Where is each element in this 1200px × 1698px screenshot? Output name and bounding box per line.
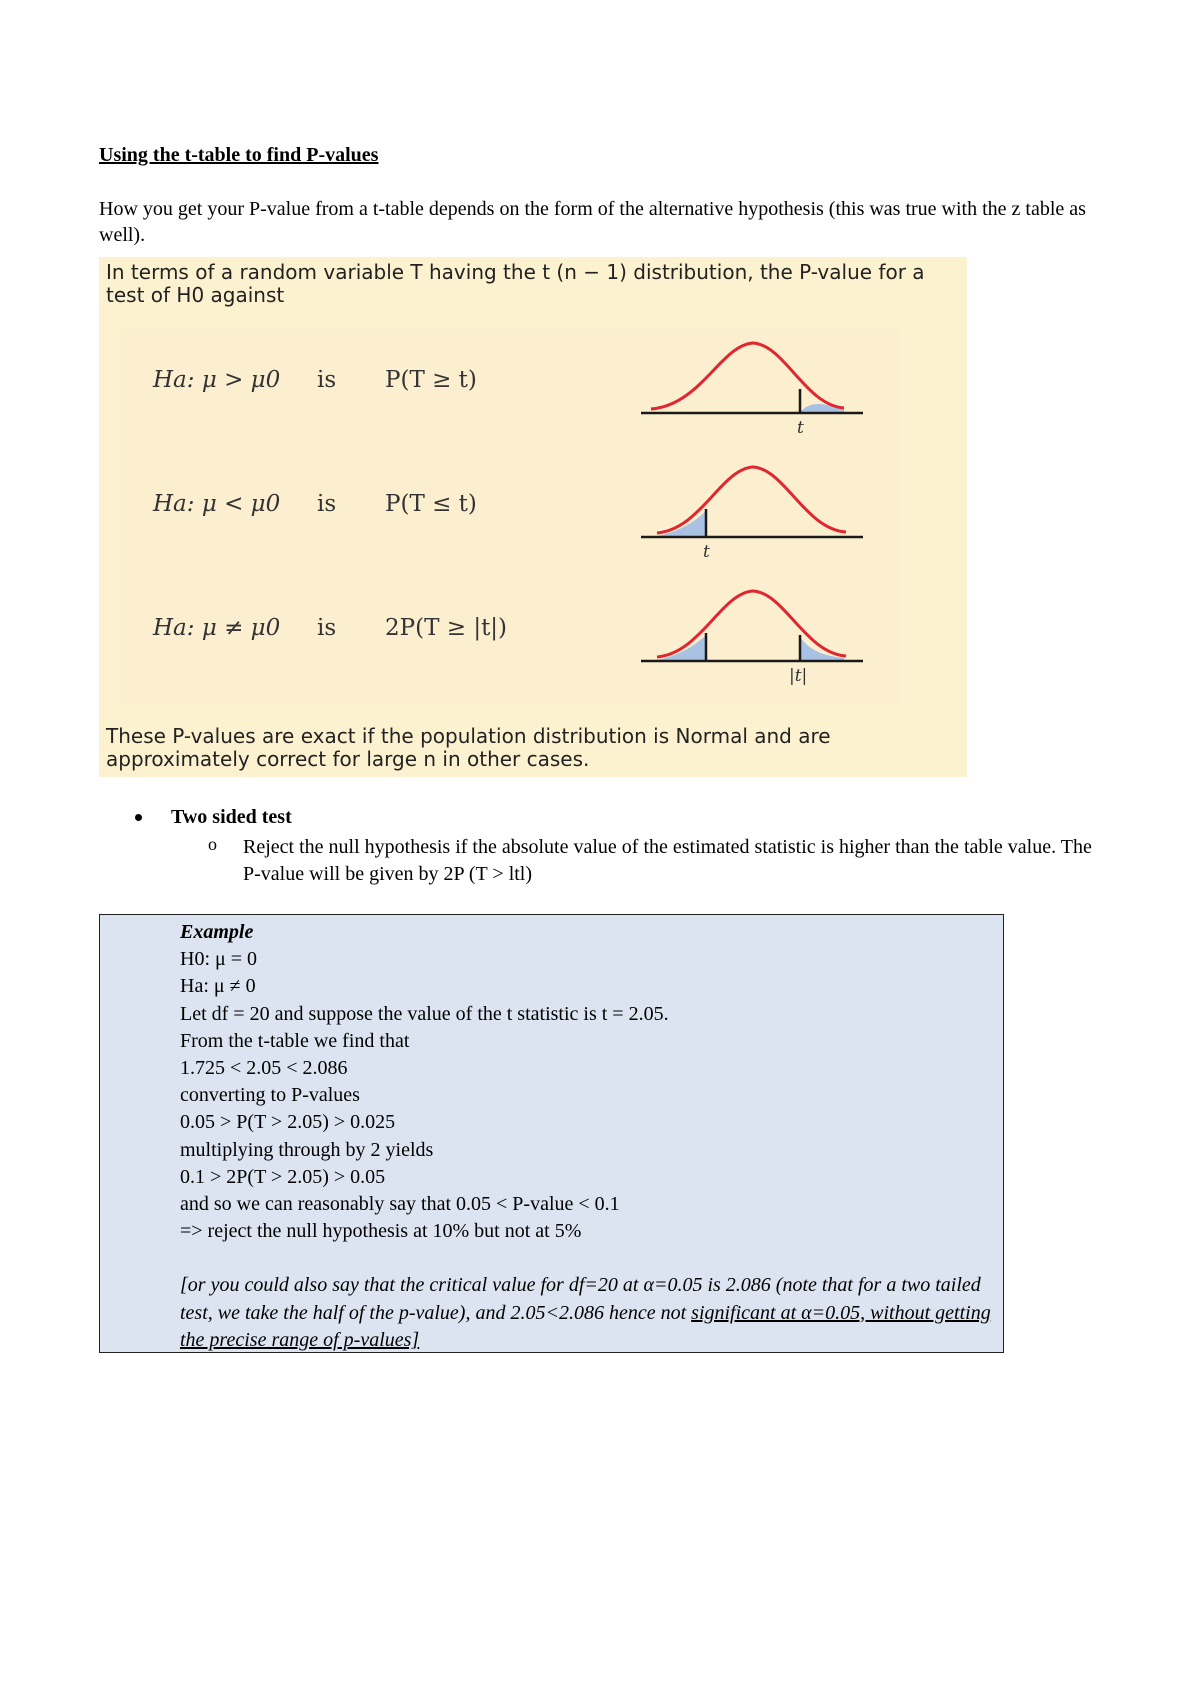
example-line: Let df = 20 and suppose the value of the t statistic is t = 2.05. [180,1002,669,1025]
p-value-expression: P(T ≥ t) [385,367,477,393]
two-tail-curve [641,577,871,687]
section-heading: Using the t-table to find P-values [99,144,379,166]
figure-top-text: In terms of a random variable T having the t (n − 1) distribution, the P-value for a test of H0 against [106,260,925,307]
left-tail-curve-svg [641,453,871,563]
sub-bullet-text: Reject the null hypothesis if the absolute value of the estimated statistic is higher than the table value. The P-value will be given by 2P (T > ltl) [243,836,1092,885]
example-line: 1.725 < 2.05 < 2.086 [180,1057,348,1080]
example-line: and so we can reasonably say that 0.05 < P-value < 0.1 [180,1193,620,1216]
p-value-figure [99,257,967,777]
bullet-icon [135,814,142,821]
example-line: 0.1 > 2P(T > 2.05) > 0.05 [180,1165,386,1188]
example-line: => reject the null hypothesis at 10% but not at 5% [180,1220,582,1243]
example-line: multiplying through by 2 yields [180,1138,434,1161]
figure-bottom-text: These P-values are exact if the population distribution is Normal and are approximately correct for large n in other cases. [106,724,831,771]
is-text: is [317,491,337,517]
hypothesis-row-less [153,491,513,531]
normal-curve [657,467,846,533]
cutoff-label: |t| [789,666,808,686]
right-tail-curve-svg [641,329,871,439]
example-heading: Example [180,921,254,943]
example-line: H0: μ = 0 [180,948,258,971]
example-note-main: [or you could also say that the critical value for df=20 at α=0.05 is 2.086 (note that for a two tailed test, we take the half of the p-value), and 2.05<2.086 hence not [180,1274,981,1324]
p-value-expression: 2P(T ≥ |t|) [385,615,508,641]
bullet-title: Two sided test [171,806,292,828]
hypothesis-text: Ha: μ ≠ μ0 [153,615,281,641]
normal-curve [651,343,844,409]
normal-curve [657,591,846,657]
hypothesis-text: Ha: μ < μ0 [153,491,281,517]
example-line: converting to P-values [180,1084,360,1107]
example-line: 0.05 > P(T > 2.05) > 0.025 [180,1111,396,1134]
figure-inner-panel [121,329,899,703]
is-text: is [317,615,337,641]
cutoff-label: t [703,542,710,562]
example-box [99,914,1004,1353]
right-tail-curve [641,329,871,439]
example-line: Ha: μ ≠ 0 [180,975,256,998]
two-tail-curve-svg [641,577,871,687]
is-text: is [317,367,337,393]
sub-bullet-marker: o [208,834,217,854]
hypothesis-row-not-equal [153,615,513,655]
intro-paragraph: How you get your P-value from a t-table depends on the form of the alternative hypothesis (this was true with the z table as well). [99,198,1086,246]
example-line: From the t-table we find that [180,1029,410,1052]
cutoff-label: t [797,418,804,438]
example-content [180,919,1000,1354]
example-note [180,1272,1000,1354]
p-value-expression: P(T ≤ t) [385,491,477,517]
example-note-underlined: significant at α=0.05, without getting the precise range of p-values] [180,1301,991,1351]
hypothesis-row-greater [153,367,513,407]
left-tail-curve [641,453,871,563]
hypothesis-text: Ha: μ > μ0 [153,367,281,393]
